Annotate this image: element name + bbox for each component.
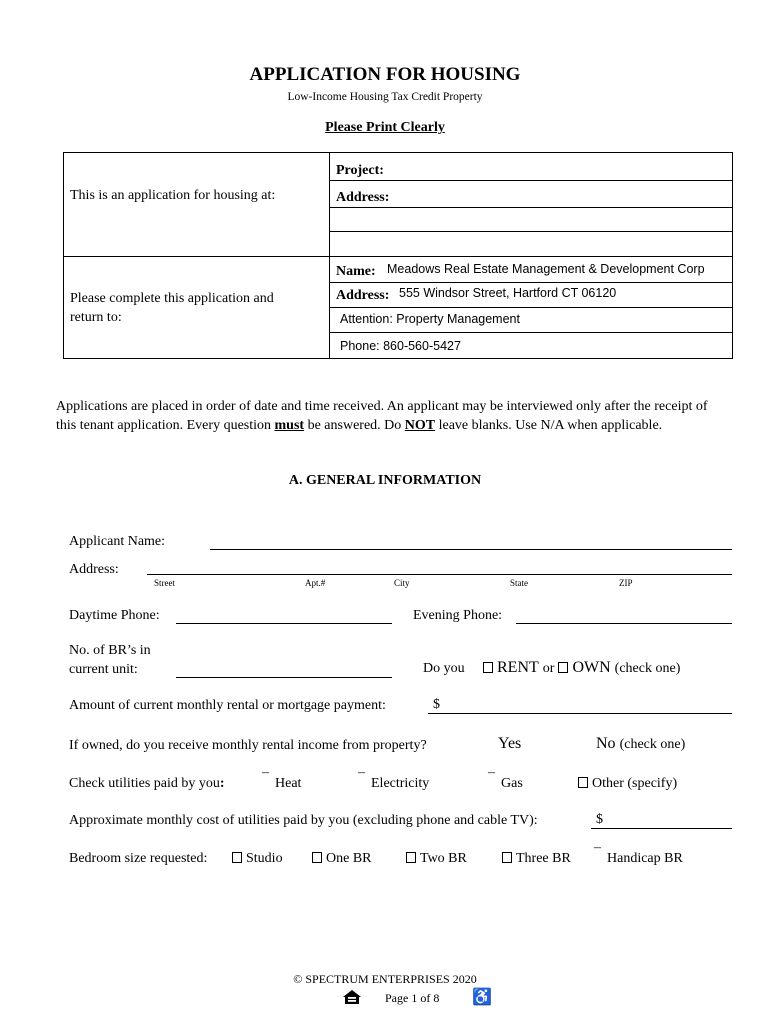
- daytime-phone-field[interactable]: [176, 623, 392, 624]
- yes-option[interactable]: Yes: [498, 735, 522, 752]
- three-br-label: Three BR: [516, 851, 571, 866]
- daytime-phone-label: Daytime Phone:: [69, 608, 160, 623]
- three-br-checkbox[interactable]: [502, 852, 512, 863]
- three-br-option[interactable]: [502, 851, 571, 867]
- rent-checkbox[interactable]: [483, 662, 493, 673]
- gas-label: Gas: [501, 776, 523, 791]
- intro-not: NOT: [404, 418, 436, 433]
- page-title: APPLICATION FOR HOUSING: [249, 64, 521, 85]
- no-option-group: [596, 735, 685, 753]
- own-label: OWN: [572, 659, 611, 676]
- br-count-field[interactable]: [176, 677, 392, 678]
- check-one-note: (check one): [614, 661, 681, 676]
- no-option[interactable]: No: [596, 735, 616, 752]
- rental-income-label: If owned, do you receive monthly rental income from property?: [69, 738, 427, 753]
- two-br-checkbox[interactable]: [406, 852, 416, 863]
- evening-phone-label: Evening Phone:: [413, 608, 503, 623]
- two-br-option[interactable]: [406, 851, 467, 867]
- studio-label: Studio: [246, 851, 283, 866]
- other-option[interactable]: [578, 776, 677, 792]
- heat-label: Heat: [275, 776, 302, 791]
- utilities-label-text: Check utilities paid by you: [69, 776, 220, 791]
- one-br-checkbox[interactable]: [312, 852, 322, 863]
- other-label: Other (specify): [592, 776, 678, 791]
- city-sublabel: City: [394, 578, 410, 588]
- table-section-rule: [64, 256, 732, 257]
- phone-value: Phone: 860-560-5427: [340, 339, 461, 353]
- table-rule: [329, 207, 732, 208]
- section-a-heading: A. GENERAL INFORMATION: [288, 473, 482, 488]
- housing-info-table: [63, 152, 733, 359]
- check-one-note: (check one): [619, 737, 686, 752]
- heat-option[interactable]: [262, 772, 301, 792]
- monthly-payment-field[interactable]: [428, 713, 732, 714]
- intro-must: must: [274, 418, 305, 433]
- utility-cost-field[interactable]: [591, 828, 732, 829]
- attention-value: Attention: Property Management: [340, 312, 520, 326]
- own-checkbox[interactable]: [558, 662, 568, 673]
- intro-paragraph: [56, 397, 726, 435]
- two-br-label: Two BR: [420, 851, 467, 866]
- table-rule: [329, 307, 732, 308]
- one-br-label: One BR: [326, 851, 372, 866]
- do-you-label: Do you: [423, 661, 465, 676]
- handicap-br-label: Handicap BR: [607, 851, 683, 866]
- studio-checkbox[interactable]: [232, 852, 242, 863]
- table-rule: [329, 231, 732, 232]
- print-clearly-note: Please Print Clearly: [325, 120, 445, 135]
- studio-option[interactable]: [232, 851, 283, 867]
- table-rule: [329, 282, 732, 283]
- return-address-value: 555 Windsor Street, Hartford CT 06120: [399, 286, 617, 300]
- checkbox-mark-icon: ¯: [358, 772, 365, 787]
- rent-own-group: [483, 659, 680, 677]
- checkbox-mark-icon: ¯: [488, 772, 495, 787]
- gas-option[interactable]: [488, 772, 523, 792]
- page-subtitle: Low-Income Housing Tax Credit Property: [287, 91, 483, 103]
- housing-at-label: This is an application for housing at:: [70, 188, 276, 203]
- equal-housing-icon: [342, 989, 362, 1010]
- br-count-label-line1: No. of BR’s in: [69, 643, 151, 658]
- electricity-label: Electricity: [371, 776, 430, 791]
- applicant-name-label: Applicant Name:: [69, 534, 166, 549]
- project-address-label: Address:: [336, 190, 390, 205]
- name-label: Name:: [336, 264, 376, 279]
- rent-label: RENT: [497, 659, 539, 676]
- address-field[interactable]: [147, 574, 732, 575]
- footer-copyright: © SPECTRUM ENTERPRISES 2020: [293, 972, 477, 986]
- evening-phone-field[interactable]: [516, 623, 732, 624]
- one-br-option[interactable]: [312, 851, 372, 867]
- electricity-option[interactable]: [358, 772, 429, 792]
- utilities-colon: :: [219, 776, 225, 791]
- zip-sublabel: ZIP: [619, 578, 633, 588]
- address-label: Address:: [69, 562, 119, 577]
- name-value: Meadows Real Estate Management & Development Corp: [387, 262, 705, 276]
- project-label: Project:: [336, 163, 384, 178]
- return-address-label: Address:: [336, 288, 390, 303]
- other-checkbox[interactable]: [578, 777, 588, 788]
- state-sublabel: State: [510, 578, 528, 588]
- monthly-payment-label: Amount of current monthly rental or mortgage payment:: [69, 698, 386, 713]
- apt-sublabel: Apt.#: [305, 578, 326, 588]
- table-rule: [329, 180, 732, 181]
- intro-text: leave blanks. Use N/A when applicable.: [435, 418, 663, 433]
- return-to-label-line1: Please complete this application and: [70, 291, 274, 306]
- table-rule: [329, 332, 732, 333]
- intro-text: Applications are placed in order of date and time received. An applicant may be interviewed only after the receipt of this tenant application. Every question: [56, 399, 708, 433]
- applicant-name-field[interactable]: [210, 549, 732, 550]
- utility-cost-label: Approximate monthly cost of utilities paid by you (excluding phone and cable TV):: [69, 813, 538, 828]
- return-to-label-line2: return to:: [70, 310, 122, 325]
- br-count-label-line2: current unit:: [69, 662, 138, 677]
- street-sublabel: Street: [154, 578, 175, 588]
- utilities-label: [69, 776, 225, 792]
- wheelchair-icon: ♿: [472, 989, 492, 1006]
- intro-text: be answered. Do: [304, 418, 405, 433]
- dollar-sign: $: [596, 812, 603, 827]
- dollar-sign: $: [433, 697, 440, 712]
- page-number: Page 1 of 8: [385, 991, 440, 1005]
- checkbox-mark-icon: ¯: [594, 847, 601, 862]
- handicap-br-option[interactable]: [594, 847, 683, 867]
- checkbox-mark-icon: ¯: [262, 772, 269, 787]
- bedroom-size-label: Bedroom size requested:: [69, 851, 208, 866]
- or-label: or: [542, 661, 555, 676]
